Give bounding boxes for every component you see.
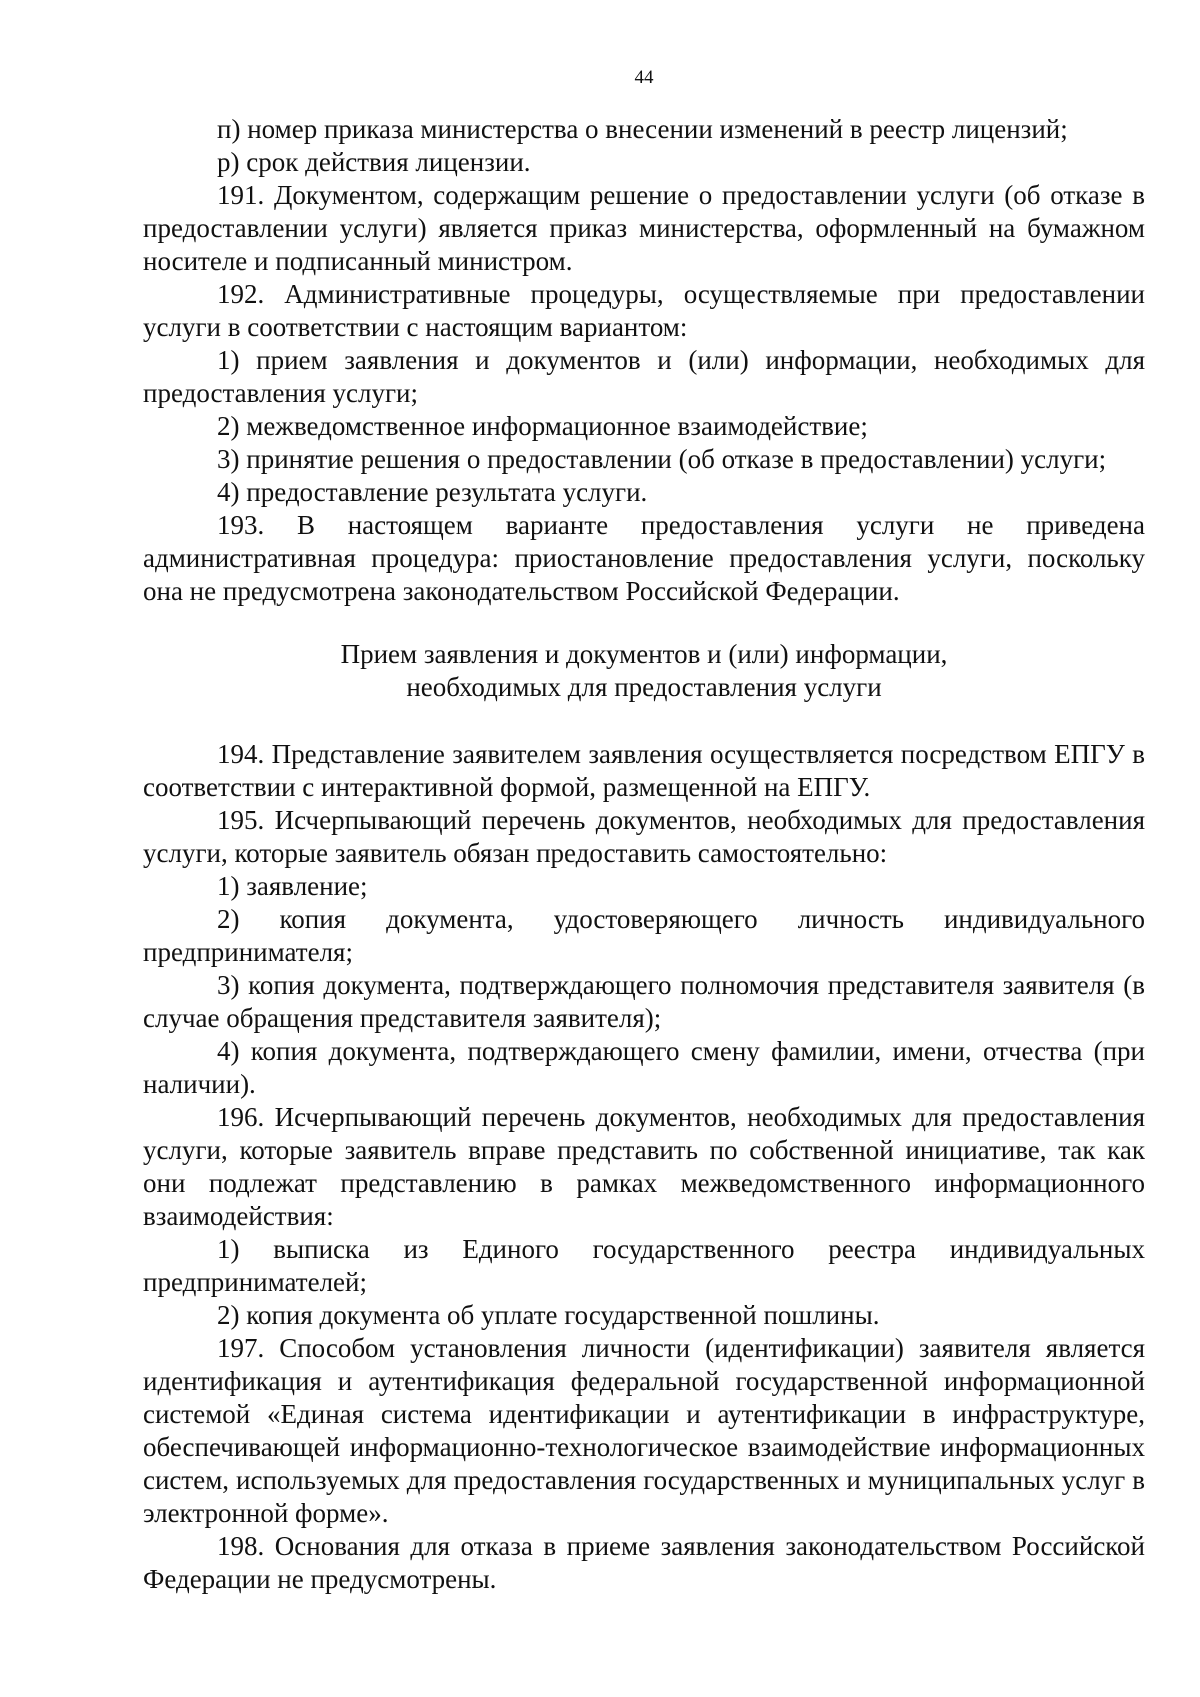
paragraph-193: 193. В настоящем варианте предоставления услуги не приведена административная процедура: приостановление предоставления услуги, поскольку она не предусмотрена законодательством Российской Федерации.	[143, 510, 1145, 606]
spacer	[143, 608, 1145, 638]
paragraph-196-item-1: 1) выписка из Единого государственного реестра индивидуальных предпринимателей;	[143, 1234, 1145, 1297]
paragraph-195-item-4: 4) копия документа, подтверждающего смену фамилии, имени, отчества (при наличии).	[143, 1036, 1145, 1099]
paragraph-196: 196. Исчерпывающий перечень документов, необходимых для предоставления услуги, которые заявитель вправе представить по собственной инициативе, так как они подлежат представлению в рамках межведомственного информационного взаимодействия:	[143, 1102, 1145, 1231]
paragraph-197: 197. Способом установления личности (идентификации) заявителя является идентификация и аутентификация федеральной государственной информационной системой «Единая система идентификации и аутентификации в инфраструктуре, обеспечивающей информационно-технологическое взаимодействие информационных систем, используемых для предоставления государственных и муниципальных услуг в электронной форме».	[143, 1333, 1145, 1528]
paragraph-194: 194. Представление заявителем заявления осуществляется посредством ЕПГУ в соответствии с интерактивной формой, размещенной на ЕПГУ.	[143, 739, 1145, 802]
document-page	[143, 0, 1145, 1697]
section-heading-line-2: необходимых для предоставления услуги	[406, 672, 882, 702]
paragraph-192-item-4: 4) предоставление результата услуги.	[217, 477, 648, 507]
paragraph-191: 191. Документом, содержащим решение о предоставлении услуги (об отказе в предоставлении услуги) является приказ министерства, оформленный на бумажном носителе и подписанный министром.	[143, 180, 1145, 276]
paragraph-192-item-3: 3) принятие решения о предоставлении (об отказе в предоставлении) услуги;	[217, 444, 1107, 474]
paragraph-192-item-1: 1) прием заявления и документов и (или) информации, необходимых для предоставления услуги;	[143, 345, 1145, 408]
paragraph-item-p: п) номер приказа министерства о внесении изменений в реестр лицензий;	[217, 114, 1068, 144]
page-number: 44	[634, 67, 654, 88]
paragraph-196-item-2: 2) копия документа об уплате государственной пошлины.	[217, 1300, 880, 1330]
paragraph-192-item-2: 2) межведомственное информационное взаимодействие;	[217, 411, 868, 441]
document-body	[143, 113, 1145, 1596]
paragraph-item-r: р) срок действия лицензии.	[217, 147, 531, 177]
section-heading-line-1: Прием заявления и документов и (или) информации,	[340, 639, 948, 669]
paragraph-195-item-3: 3) копия документа, подтверждающего полномочия представителя заявителя (в случае обращения представителя заявителя);	[143, 970, 1145, 1033]
paragraph-195-item-1: 1) заявление;	[217, 871, 368, 901]
paragraph-195-item-2: 2) копия документа, удостоверяющего личность индивидуального предпринимателя;	[143, 904, 1145, 967]
paragraph-192: 192. Административные процедуры, осуществляемые при предоставлении услуги в соответствии с настоящим вариантом:	[143, 279, 1145, 342]
paragraph-195: 195. Исчерпывающий перечень документов, необходимых для предоставления услуги, которые заявитель обязан предоставить самостоятельно:	[143, 805, 1145, 868]
spacer	[143, 704, 1145, 738]
paragraph-198: 198. Основания для отказа в приеме заявления законодательством Российской Федерации не предусмотрены.	[143, 1531, 1145, 1594]
